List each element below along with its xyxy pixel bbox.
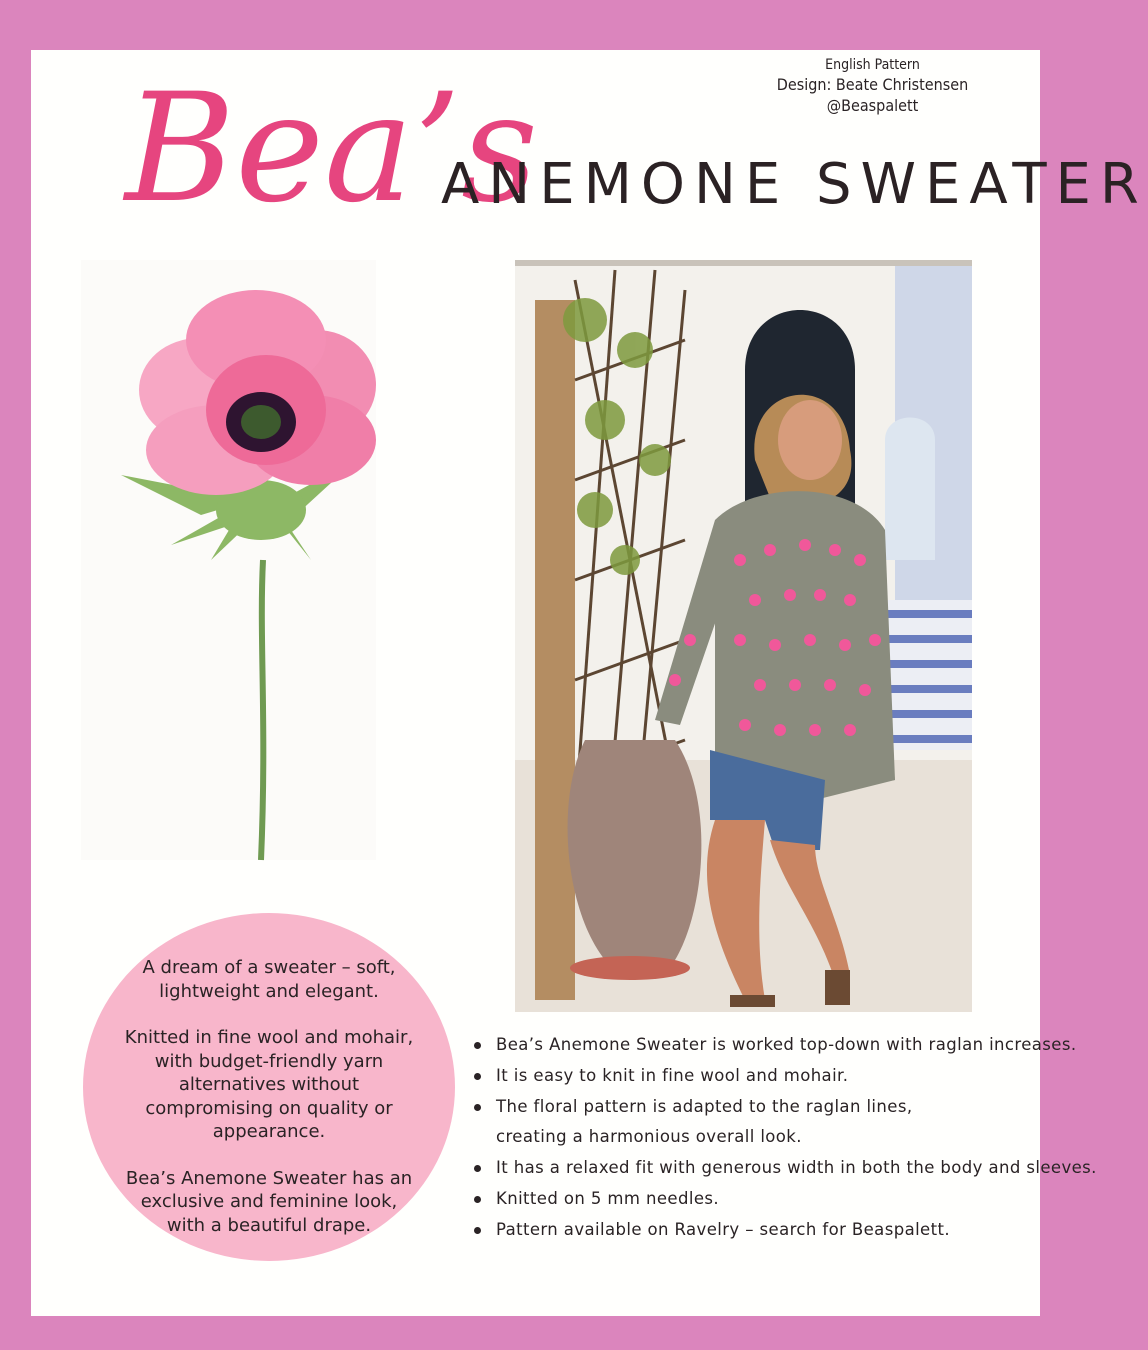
description-paragraph-3: Bea’s Anemone Sweater has an exclusive and feminine look, with a beautiful drape. [125, 1167, 413, 1236]
list-item: Knitted on 5 mm needles. [471, 1184, 1041, 1214]
designer-name: Design: Beate Christensen [776, 75, 969, 94]
pattern-meta [771, 56, 974, 116]
page-title: ANEMONE SWEATER [441, 152, 1148, 217]
list-item: Bea’s Anemone Sweater is worked top-down with raglan increases. [471, 1030, 1041, 1060]
anemone-flower-image [81, 260, 376, 860]
list-item: It is easy to knit in fine wool and mohair. [471, 1061, 1041, 1091]
pattern-card [31, 50, 1148, 1316]
list-item: It has a relaxed fit with generous width in both the body and sleeves. [471, 1153, 1041, 1183]
script-name-text: Bea’s [125, 62, 539, 236]
list-item: The floral pattern is adapted to the raglan lines, creating a harmonious overall look. [471, 1092, 976, 1152]
script-name-logo [125, 50, 539, 275]
description-paragraph-2: Knitted in fine wool and mohair, with budget-friendly yarn alternatives without compromising on quality or appearance. [124, 1027, 414, 1142]
model-sweater-photo [515, 260, 972, 1012]
description-paragraph-1: A dream of a sweater – soft, lightweight and elegant. [142, 957, 396, 1002]
pattern-language: English Pattern [825, 57, 920, 73]
description-text [119, 956, 419, 1260]
designer-handle: @Beaspalett [826, 96, 919, 115]
list-item: Pattern available on Ravelry – search for Beaspalett. [471, 1215, 1041, 1245]
feature-list [471, 1030, 1097, 1246]
